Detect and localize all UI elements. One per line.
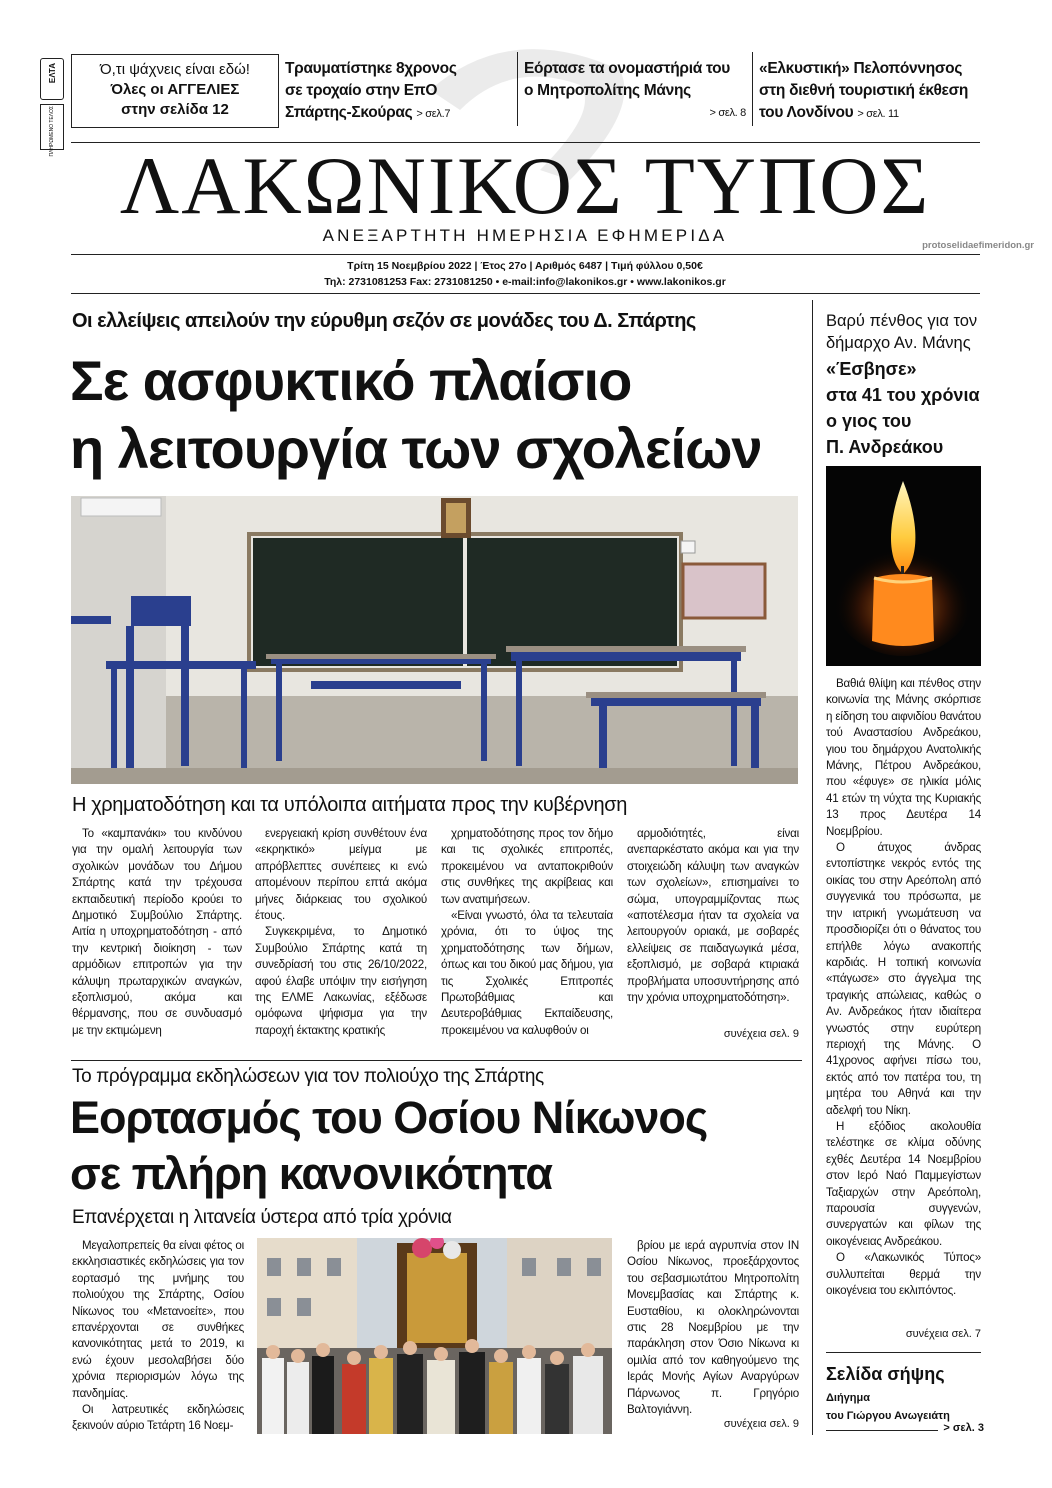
lead-kicker: Οι ελλείψεις απειλούν την εύρυθμη σεζόν σε μονάδες του Δ. Σπάρτης: [72, 310, 696, 332]
classroom-photo[interactable]: [71, 496, 798, 784]
lead-column-4: [627, 826, 799, 1006]
candle-photo[interactable]: [826, 466, 981, 666]
issue-info: Τρίτη 15 Νοεμβρίου 2022 | Έτος 27ο | Αριθμός 6487 | Τιμή φύλλου 0,50€: [347, 260, 703, 272]
masthead-rule: [71, 254, 980, 255]
ads-box[interactable]: [71, 54, 279, 128]
contact-info: Τηλ: 2731081253 Fax: 2731081250 • e-mail:info@lakonikos.gr • www.lakonikos.gr: [324, 276, 726, 288]
sidebar-kicker-1: Βαρύ πένθος για τον: [826, 312, 978, 330]
sidebar-headline-line: «Έσβησε»: [826, 359, 917, 379]
second-subhead: Επανέρχεται η λιτανεία ύστερα από τρία χρόνια: [72, 1207, 452, 1228]
paragraph: Συγκεκριμένα, το Δημοτικό Συμβούλιο Σπάρτης κατά τη συνεδρίασή του στις 26/10/2022, αφού έλαβε υπόψιν την εισήγηση της ΕΛΜΕ Λακωνίας, εξέδωσε ομόφωνα ψήφισμα για την παροχή έκτακτης κρατικής: [255, 925, 427, 1037]
sidebar-body: [826, 676, 981, 1299]
teaser-line: ο Μητροπολίτης Μάνης: [524, 82, 691, 99]
paragraph: Οι λατρευτικές εκδηλώσεις ξεκινούν αύριο Τετάρτη 16 Νοεμ-: [72, 1403, 244, 1433]
teaser-metropolitan[interactable]: [524, 58, 746, 124]
teaser-divider: [517, 52, 518, 126]
sidebar-continued-link[interactable]: συνέχεια σελ. 7: [905, 1328, 981, 1340]
paragraph: ενεργειακή κρίση συνθέτουν ένα «εκρηκτικό» μείγμα με απρόβλεπτες συνέπειες κι ενώ απομένουν περίπου επτά ακόμα μήνες διάρκειας του σχολικού έτους.: [255, 827, 427, 923]
sidebar-headline-line: στα 41 του χρόνια: [826, 385, 980, 405]
masthead-bottom-rule: [71, 293, 980, 294]
ads-box-line3: στην σελίδα 12: [121, 101, 229, 118]
procession-photo[interactable]: [257, 1238, 612, 1434]
teaser-page-ref: > σελ. 8: [709, 107, 746, 119]
teaser-london[interactable]: [759, 58, 989, 125]
elta-badge: [40, 58, 64, 100]
sidebar-headline-line: Π. Ανδρεάκου: [826, 437, 944, 457]
paragraph: Ο «Λακωνικός Τύπος» συλλυπείται θερμά την οικογένεια του εκλιπόντος.: [826, 1251, 981, 1298]
paragraph: Ο άτυχος άνδρας εντοπίστηκε νεκρός εντός της οικίας του στην Αρεόπολη από συγγενικά του πρόσωπα, με την ιατρική γνωμάτευση να προσδιορίζει ότι ο θάνατος του επήλθε λόγω ανακοπής καρδιάς. Η τοπική κοινωνία «πάγωσε» στο άγγελμα της τραγικής απώλειας, καθώς ο Αν. Ανδρεάκος ήταν ιδιαίτερα γνωστός στην ευρύτερη περιοχή της Μάνης. Ο 41χρονος αφήνει πίσω του, εκτός από τον πατέρα του, τη μητέρα του Αθηνά και την αδελφή του Νίκη.: [826, 841, 981, 1117]
sidebar-divider: [812, 300, 813, 1435]
lead-continued-link[interactable]: συνέχεια σελ. 9: [723, 1028, 799, 1040]
teaser-line: Τραυματίστηκε 8χρονος: [285, 60, 457, 77]
paragraph: Βαθιά θλίψη και πένθος στην κοινωνία της Μάνης σκόρπισε η είδηση του αιφνιδίου θανάτου τού Αναστασίου Ανδρεάκου, γιου του δημάρχου Ανατολικής Μάνης, Πέτρου Ανδρεάκου, που «έφυγε» σε ηλικία μόλις 41 ετών τη νύχτα της Κυριακής 13 προς Δευτέρα 14 Νοεμβρίου.: [826, 677, 981, 838]
teaser-page-ref: > σελ. 11: [857, 108, 899, 120]
teaser-line: στη διεθνή τουριστική έκθεση: [759, 82, 969, 99]
promo-page-ref[interactable]: > σελ. 3: [943, 1422, 984, 1434]
paragraph: αρμοδιότητές, είναι ανεπαρκέστατο ακόμα και για την στοιχειώδη κάλυψη των αναγκών των σχολείων», επισημαίνει το σώμα, υπογραμμίζοντας πως «αποτέλεσμα ήταν τα σχολεία να λειτουργούν οριακά, με σοβαρές ελλείψεις σε παιδαγωγικά μέσα, εξοπλισμό, με σοβαρά κτιριακά προβλήματα υποσυντήρησης από την χρόνια υποχρηματοδότηση».: [627, 827, 799, 1005]
sidebar-kicker-2: δήμαρχο Αν. Μάνης: [826, 334, 971, 352]
lead-column-3: [441, 826, 613, 1039]
paragraph: Η εξόδιος ακολουθία τελέστηκε σε κλίμα οδύνης εχθές Δευτέρα 14 Νοεμβρίου στον Ιερό Ναό Παμμεγίστων Ταξιαρχών στην Αρεόπολη, παρουσία συγγενών, συνεργατών και φίλων της οικογένειας Ανδρεάκου.: [826, 1119, 981, 1248]
lead-column-2: [255, 826, 427, 1039]
ads-box-line1: Ό,τι ψάχνεις είναι εδώ!: [100, 61, 250, 78]
promo-title[interactable]: Σελίδα σήψης: [826, 1364, 945, 1384]
promo-line-2: του Γιώργου Ανωγειάτη: [826, 1410, 950, 1422]
sidebar-headline[interactable]: [826, 356, 996, 460]
paragraph: «Είναι γνωστό, όλα τα τελευταία χρόνια, ότι το ύψος της χρηματοδότησης των δήμων, όπως και του δικού μας δήμου, για τις Σχολικές Επιτροπές Πρωτοβάθμιας και Δευτεροβάθμιας Εκπαίδευσης, προκειμένου να καλυφθούν οι: [441, 909, 613, 1037]
source-watermark: protoselidaefimeridon.gr: [922, 240, 1034, 251]
lead-headline-line1[interactable]: Σε ασφυκτικό πλαίσιο: [70, 349, 632, 412]
teaser-line: Σπάρτης-Σκούρας: [285, 104, 413, 121]
second-column-2: [627, 1238, 799, 1418]
promo-underline: [826, 1430, 938, 1431]
masthead-subtitle: ΑΝΕΞΑΡΤΗΤΗ ΗΜΕΡΗΣΙΑ ΕΦΗΜΕΡΙΔΑ: [322, 226, 728, 245]
paragraph: χρηματοδότησης προς τον δήμο και τις σχολικές επιτροπές, προκειμένου να ανταποκριθούν στις συνθήκες της ακρίβειας και των ανατιμήσεων.: [441, 827, 613, 906]
paragraph: βρίου με ιερά αγρυπνία στον ΙΝ Οσίου Νίκωνος, προεξάρχοντος του σεβασμιωτάτου Μητροπολίτη Μονεμβασίας και Σπάρτης κ. Ευσταθίου, κι ολοκληρώνονται στις 28 Νοεμβρίου με την παράκληση στον Όσιο Νίκωνα κι ομιλία από τον καθηγούμενο της Ιεράς Μονής Αγίων Αναργύρων Πάρνωνος π. Γρηγόριο Βαλτογιάννη.: [627, 1239, 799, 1417]
teaser-page-ref: > σελ.7: [416, 108, 451, 120]
promo-rule: [826, 1352, 981, 1353]
second-kicker: Το πρόγραμμα εκδηλώσεων για τον πολιούχο της Σπάρτης: [72, 1066, 544, 1087]
teaser-divider: [752, 52, 753, 126]
second-headline-line1[interactable]: Εορτασμός του Οσίου Νίκωνος: [70, 1092, 708, 1143]
teaser-line: «Ελκυστική» Πελοπόννησος: [759, 60, 963, 77]
sidebar-headline-line: ο γιος του: [826, 411, 912, 431]
promo-line-1: Διήγημα: [826, 1392, 871, 1404]
postage-stamp-label: ΠΛΗΡΩΜΕΝΟ ΤΕΛΟΣ: [49, 106, 55, 157]
teaser-accident[interactable]: [285, 58, 510, 125]
teaser-line: του Λονδίνου: [759, 104, 854, 121]
masthead-title[interactable]: ΛΑΚΩΝΙΚΟΣ ΤΥΠΟΣ: [119, 140, 931, 231]
lead-headline-line2[interactable]: η λειτουργία των σχολείων: [70, 417, 762, 480]
story-divider: [71, 1060, 802, 1061]
teaser-line: σε τροχαίο στην ΕπΟ: [285, 82, 438, 99]
second-column-1: [72, 1238, 244, 1435]
lead-subhead: Η χρηματοδότηση και τα υπόλοιπα αιτήματα προς την κυβέρνηση: [72, 794, 627, 816]
paragraph: Μεγαλοπρεπείς θα είναι φέτος οι εκκλησιαστικές εκδηλώσεις για τον εορτασμό της μνήμης του πολιούχου της Σπάρτης, Οσίου Νίκωνος του «Μετανοείτε», που επανέρχονται σε συνθήκες κανονικότητας μετά το 2019, κι ενώ έχουν μεσολαβήσει δύο χρόνια περιορισμών λόγω της πανδημίας.: [72, 1239, 244, 1400]
paragraph: Το «καμπανάκι» του κινδύνου για την ομαλή λειτουργία των σχολικών μονάδων του Δήμου Σπάρτης κατά την τρέχουσα εκπαιδευτική περίοδο κρούει το Δημοτικό Συμβούλιο Σπάρτης. Αιτία η υποχρηματοδότηση - από την κεντρική διοίκηση - των αρμόδιων επιτροπών για την κάλυψη πρωταρχικών αναγκών, εξοπλισμού, ακόμα και θέρμανσης, που σε συνδυασμό με την εκτιμώμενη: [72, 827, 242, 1037]
second-continued-link[interactable]: συνέχεια σελ. 9: [723, 1418, 799, 1430]
ads-box-line2: Όλες οι ΑΓΓΕΛΙΕΣ: [110, 81, 240, 98]
second-headline-line2[interactable]: σε πλήρη κανονικότητα: [70, 1148, 552, 1199]
lead-column-1: [72, 826, 242, 1039]
elta-label: ΕΛΤΑ: [47, 63, 57, 84]
teaser-line: Εόρτασε τα ονομαστήριά του: [524, 60, 731, 77]
